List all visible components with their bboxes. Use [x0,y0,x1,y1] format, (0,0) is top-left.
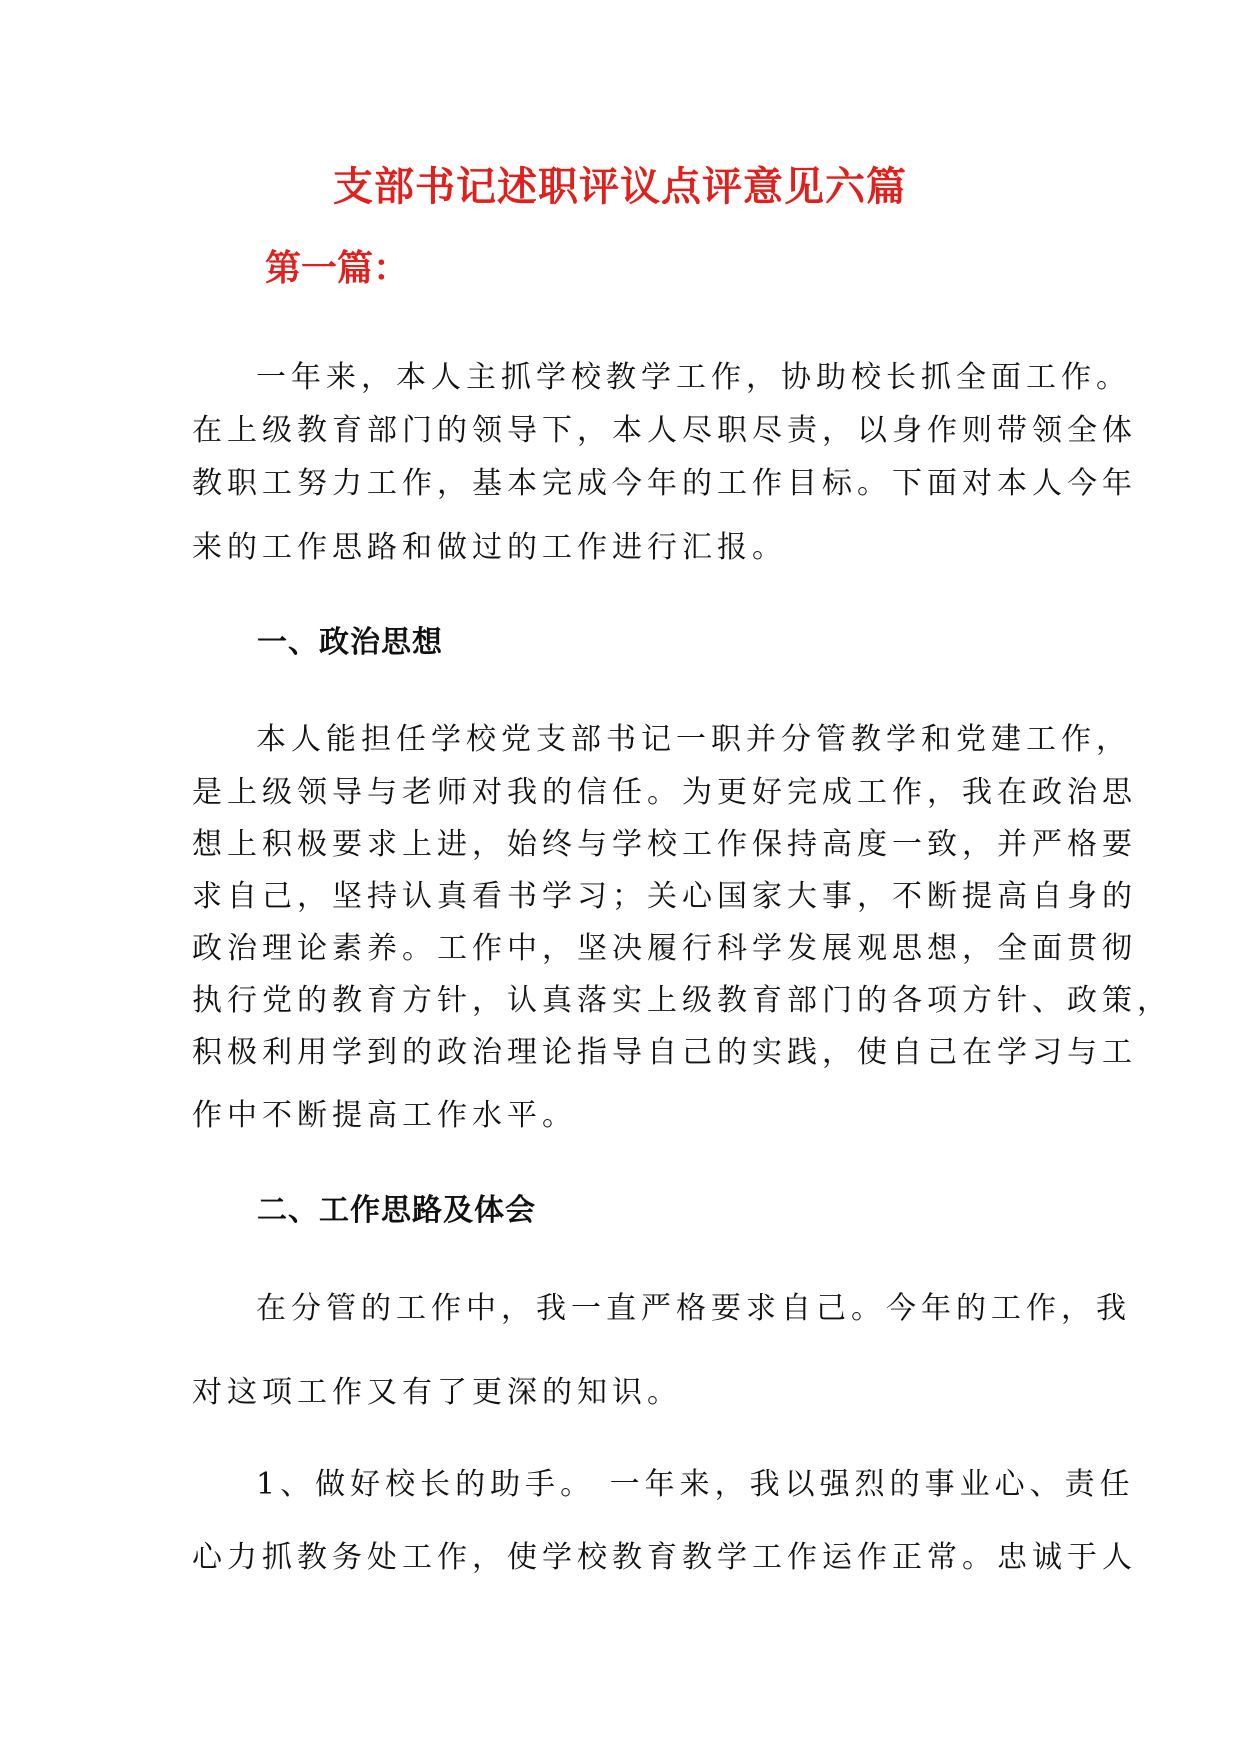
document-title: 支部书记述职评议点评意见六篇 [333,163,907,210]
paragraph-line: 作中不断提高工作水平。 [192,1098,577,1133]
paragraph-line: 教职工努力工作，基本完成今年的工作目标。下面对本人今年 [192,466,1137,501]
paragraph-line: 本人能担任学校党支部书记一职并分管教学和党建工作， [256,722,1131,757]
paragraph-line: 对这项工作又有了更深的知识。 [192,1375,682,1410]
section-heading-work-ideas: 二、工作思路及体会 [257,1193,536,1228]
part-label: 第一篇： [265,247,410,289]
paragraph-line: 在分管的工作中，我一直严格要求自己。今年的工作，我 [256,1291,1131,1326]
paragraph-line: 求自己，坚持认真看书学习；关心国家大事，不断提高自身的 [192,879,1137,914]
paragraph-line: 想上积极要求上进，始终与学校工作保持高度一致，并严格要 [192,827,1137,862]
section-heading-politics: 一、政治思想 [257,625,443,660]
paragraph-line: 是上级领导与老师对我的信任。为更好完成工作，我在政治思 [192,775,1137,810]
paragraph-line: 政治理论素养。工作中，坚决履行科学发展观思想，全面贯彻 [192,931,1137,966]
paragraph-line: 执行党的教育方针，认真落实上级教育部门的各项方针、政策， [192,983,1172,1018]
paragraph-line: 一年来，本人主抓学校教学工作，协助校长抓全面工作。 [256,360,1131,395]
paragraph-line: 1、做好校长的助手。 一年来，我以强烈的事业心、责任 [256,1467,1135,1502]
paragraph-line: 心力抓教务处工作，使学校教育教学工作运作正常。忠诚于人 [192,1540,1137,1575]
paragraph-line: 在上级教育部门的领导下，本人尽职尽责，以身作则带领全体 [192,413,1137,448]
paragraph-line: 积极利用学到的政治理论指导自己的实践，使自己在学习与工 [192,1035,1137,1070]
paragraph-line: 来的工作思路和做过的工作进行汇报。 [192,530,787,565]
